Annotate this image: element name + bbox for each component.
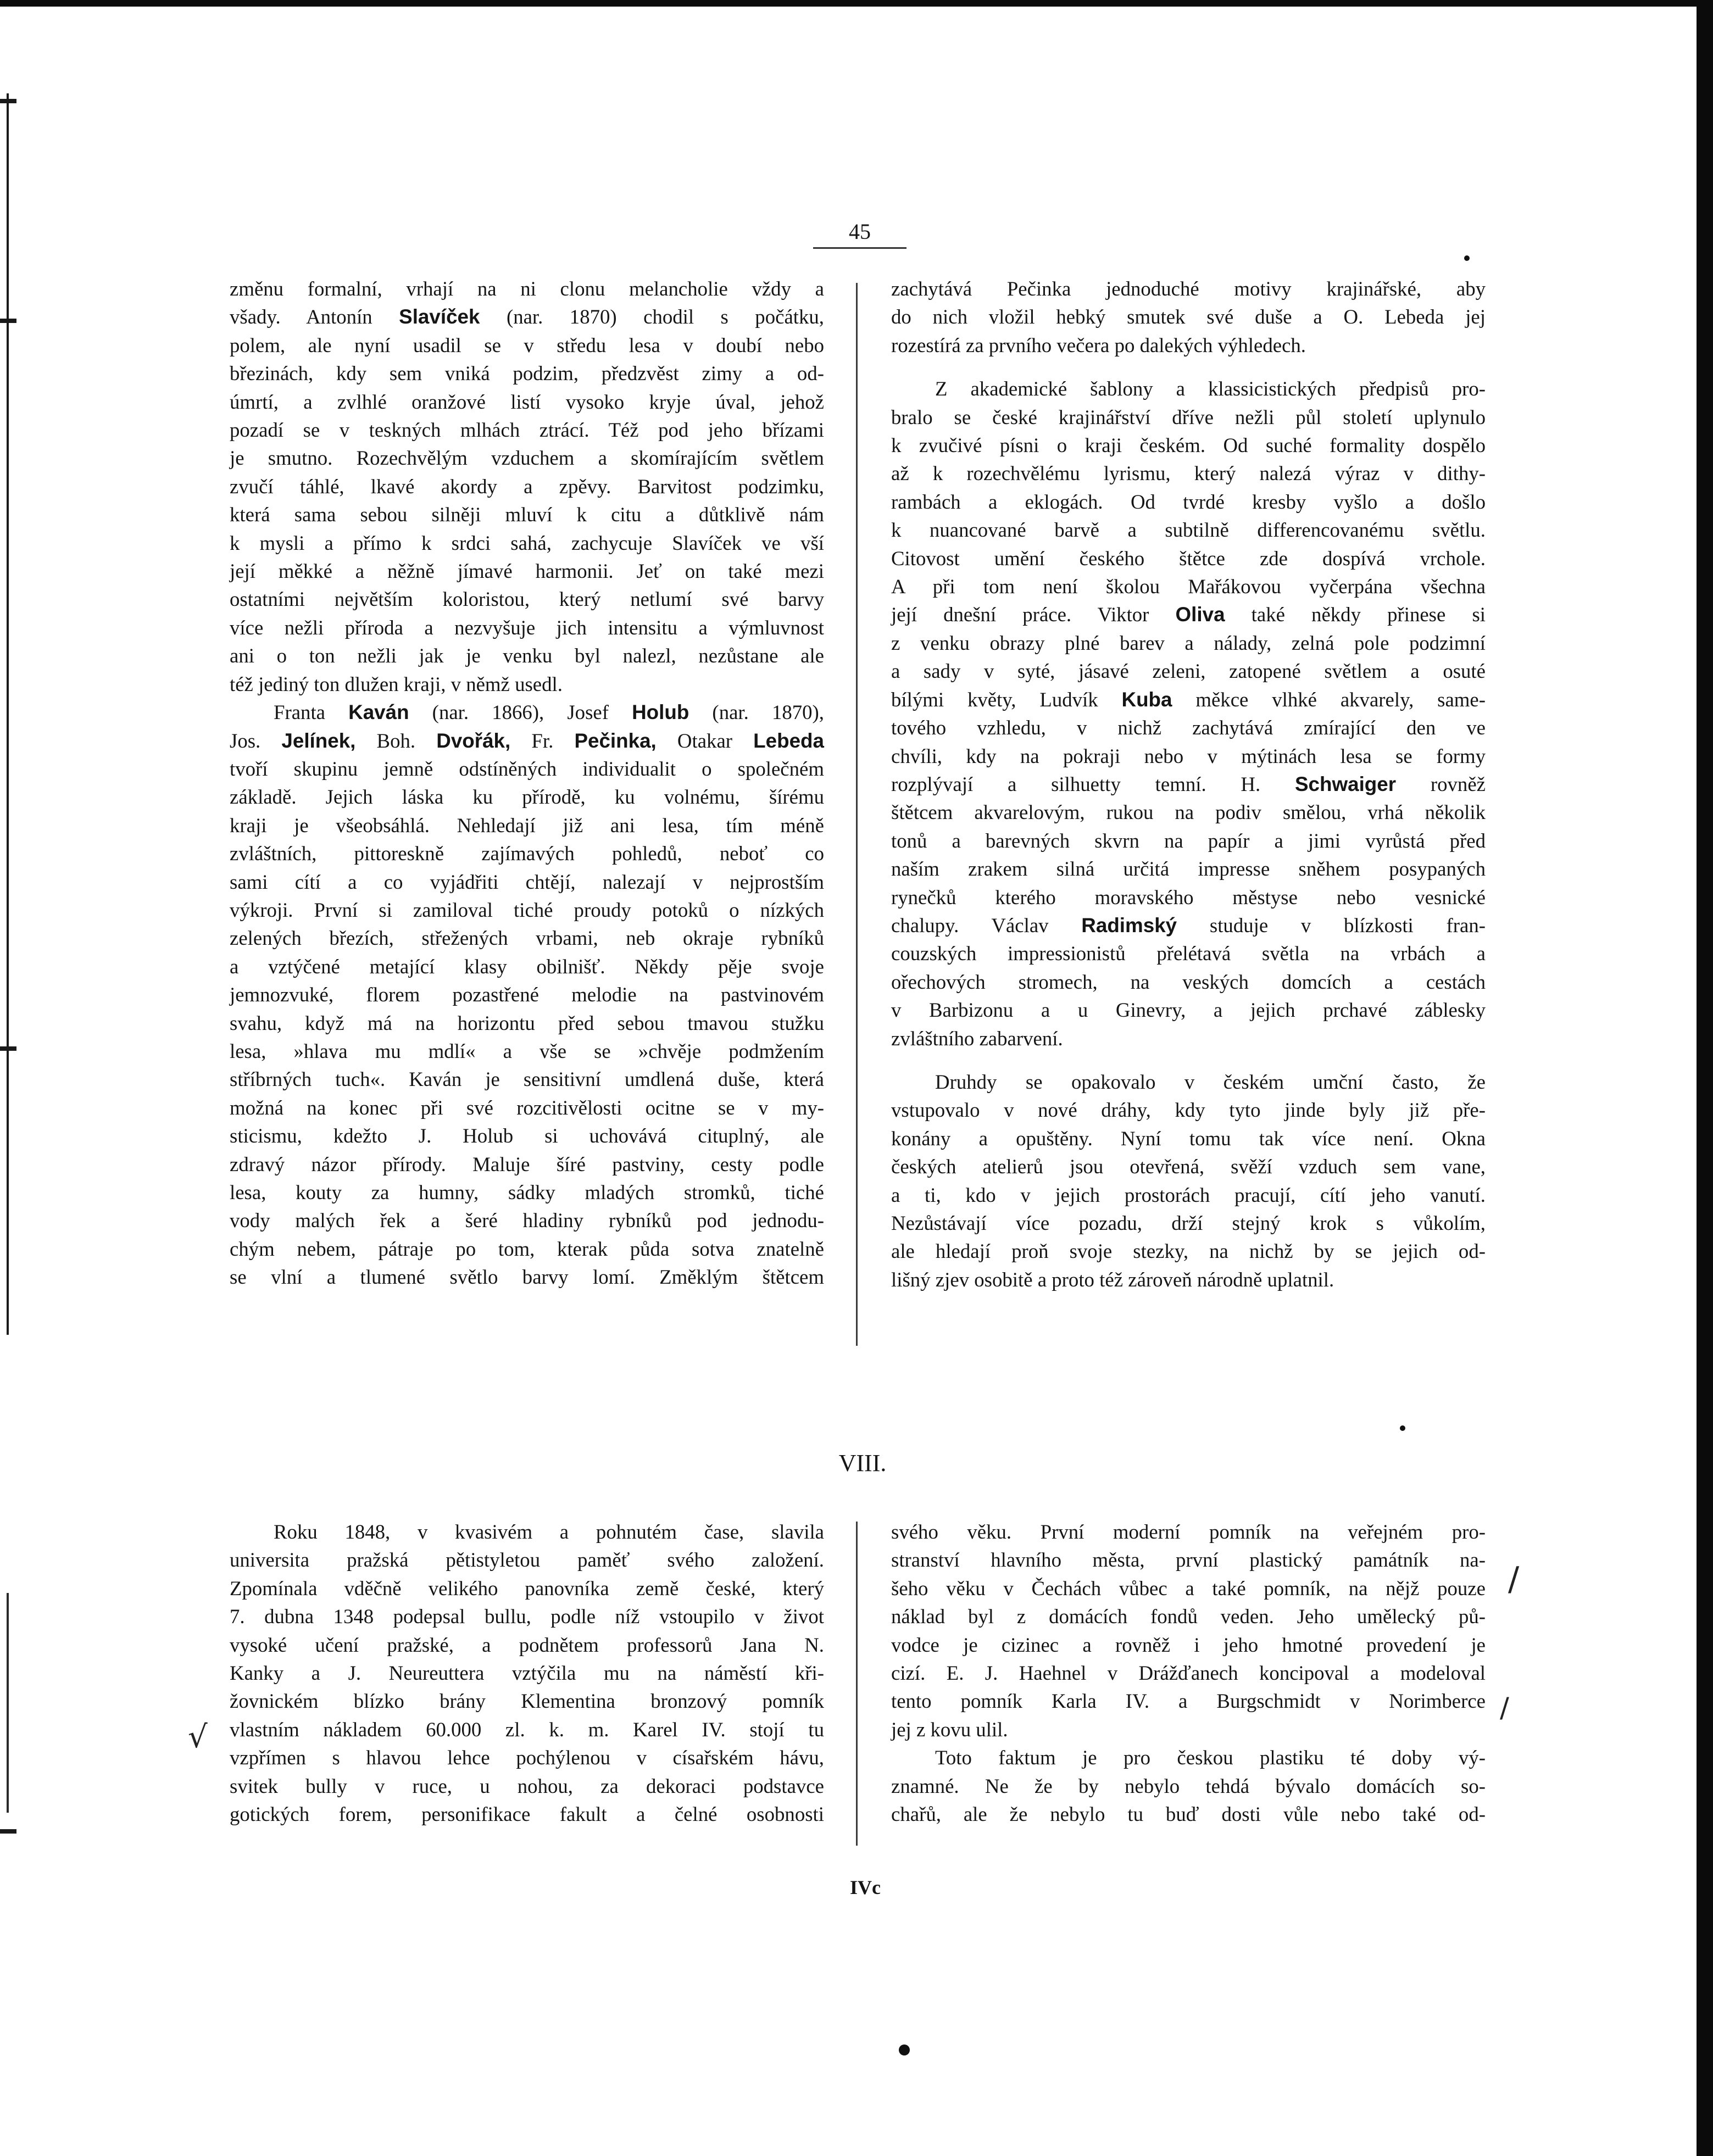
- text-run: všady. Antonín: [230, 305, 399, 328]
- text-run: 7. dubna 1348 podepsal bullu, podle níž vstoupilo v život: [230, 1605, 824, 1628]
- text-run: v Barbizonu a u Ginevry, a jejich prchavé záblesky: [891, 999, 1486, 1022]
- text-run: z venku obrazy plné barev a nálady, zelná pole podzimní: [891, 631, 1486, 654]
- text-run: která sama sebou silněji mluví k citu a důtklivě nám: [230, 503, 824, 526]
- text-line: [891, 1800, 1486, 1828]
- text-line: [891, 827, 1486, 855]
- paragraph-gap: [891, 359, 1486, 375]
- text-run: úmrtí, a zvlhlé oranžové listí vysoko kryje úval, jehož: [230, 390, 824, 413]
- text-run: vstupovalo v nové dráhy, kdy tyto jinde byly již pře-: [891, 1099, 1486, 1122]
- scan-border-top: [0, 0, 1713, 7]
- text-line: [891, 572, 1486, 600]
- text-run: stranství hlavního města, první plastický památník na-: [891, 1548, 1486, 1572]
- text-run: bílými květy, Ludvík: [891, 688, 1122, 711]
- text-run: do nich vložil hebký smutek své duše a O. Lebeda jej: [891, 305, 1486, 328]
- text-run: štětcem akvarelovým, rukou na podiv smělou, vrhá několik: [891, 801, 1486, 824]
- text-run: naším zrakem silná určitá impresse sněhem posypaných: [891, 857, 1486, 881]
- text-line: [891, 968, 1486, 996]
- text-line: [891, 1024, 1486, 1052]
- artist-name: Kuba: [1121, 688, 1172, 711]
- text-line: [230, 529, 824, 557]
- text-run: kraji je všeobsáhlá. Nehledají již ani lesa, tím méně: [230, 814, 824, 837]
- text-run: změnu formalní, vrhají na ni clonu melancholie vždy a: [230, 277, 824, 300]
- text-run: jemnozvuké, florem pozastřené melodie na pastvinovém: [230, 983, 824, 1006]
- text-column-left-bottom: [230, 1518, 824, 1828]
- text-line: [230, 755, 824, 783]
- text-line: [230, 1009, 824, 1037]
- text-run: Kanky a J. Neureuttera vztýčila mu na náměstí kři-: [230, 1662, 824, 1685]
- artist-name: Kaván: [348, 701, 409, 724]
- text-line: [230, 980, 824, 1009]
- signature-mark: IVc: [850, 1876, 881, 1898]
- text-run: možná na konec při své rozcitivělosti ocitne se v my-: [230, 1096, 824, 1119]
- artist-name: Holub: [632, 701, 689, 724]
- text-run: svahu, když má na horizontu před sebou tmavou stužku: [230, 1011, 824, 1034]
- text-line: [230, 1772, 824, 1800]
- artist-name: Pečinka,: [574, 729, 657, 752]
- text-run: rambách a eklogách. Od tvrdé kresby vyšlo a došlo: [891, 490, 1486, 513]
- column-divider-top: [856, 283, 858, 1346]
- text-line: [230, 275, 824, 303]
- text-line: [230, 670, 824, 698]
- text-line: [891, 714, 1486, 742]
- text-run: lišný zjev osobitě a proto též zároveň národně uplatnil.: [891, 1268, 1334, 1291]
- text-run: rozestírá za prvního večera po dalekých výhledech.: [891, 333, 1306, 356]
- text-run: a ti, kdo v jejich prostorách pracují, cítí jeho vanutí.: [891, 1183, 1486, 1206]
- text-run: vody malých řek a šeré hladiny rybníků pod jednodu-: [230, 1209, 824, 1232]
- artist-name: Schwaiger: [1295, 772, 1397, 795]
- text-run: tového vzhledu, v nichž zachytává zmírající den ve: [891, 716, 1486, 739]
- text-run: zachytává Pečinka jednoduché motivy krajinářské, aby: [891, 277, 1486, 300]
- text-run: polem, ale nyní usadil se v středu lesa v doubí nebo: [230, 333, 824, 356]
- text-line: [891, 516, 1486, 544]
- text-line: [891, 1743, 1486, 1771]
- text-run: k nuancované barvě a subtilně differencovanému světlu.: [891, 519, 1486, 542]
- text-line: [891, 1152, 1486, 1180]
- artist-name: Lebeda: [753, 729, 824, 752]
- text-run: vodce je cizinec a rovněž i jeho hmotné provedení je: [891, 1633, 1486, 1656]
- pencil-mark: √: [188, 1719, 208, 1755]
- text-line: [230, 896, 824, 924]
- text-line: [230, 868, 824, 896]
- text-run: tvoří skupinu jemně odstíněných individualit o společném: [230, 757, 824, 780]
- text-run: tonů a barevných skvrn na papír a jimi vyrůstá před: [891, 829, 1486, 852]
- text-line: [230, 642, 824, 670]
- text-line: [230, 1659, 824, 1687]
- artist-name: Dvořák,: [436, 729, 511, 752]
- text-line: [230, 783, 824, 811]
- text-run: její dnešní práce. Viktor: [891, 603, 1176, 626]
- text-line: [230, 1065, 824, 1093]
- text-run: (nar. 1866), Josef: [409, 701, 632, 724]
- text-line: [891, 1659, 1486, 1687]
- text-run: chým nebem, pátraje po tom, kterak půda sotva znatelně: [230, 1237, 824, 1260]
- text-line: [891, 996, 1486, 1024]
- artist-name: Oliva: [1175, 603, 1225, 626]
- text-run: je smutno. Rozechvělým vzduchem a skomírajícím světlem: [230, 447, 824, 470]
- text-run: vysoké učení pražské, a podnětem professorů Jana N.: [230, 1633, 824, 1656]
- text-run: náklad byl z domácích fondů veden. Jeho umělecký pů-: [891, 1605, 1486, 1628]
- text-line: [230, 303, 824, 331]
- text-column-right-bottom: [891, 1518, 1486, 1828]
- text-run: a vztýčené metající klasy obilnišť. Někdy pěje svoje: [230, 955, 824, 978]
- text-run: více nežli příroda a nezvyšuje jich intensitu a výmluvnost: [230, 616, 824, 639]
- text-line: [891, 939, 1486, 967]
- text-line: [891, 331, 1486, 359]
- text-line: [230, 1122, 824, 1150]
- text-line: [891, 375, 1486, 403]
- text-run: Citovost umění českého štětce zde dospívá vrchole.: [891, 547, 1486, 570]
- text-line: [891, 544, 1486, 572]
- text-run: tento pomník Karla IV. a Burgschmidt v Norimberce: [891, 1690, 1486, 1713]
- text-run: rozplývají a silhuetty temní. H.: [891, 772, 1295, 795]
- text-line: [230, 444, 824, 472]
- text-run: Toto faktum je pro českou plastiku té doby vý-: [935, 1746, 1486, 1769]
- text-line: [891, 1772, 1486, 1800]
- text-line: [891, 1546, 1486, 1574]
- text-run: také někdy přinese si: [1225, 603, 1486, 626]
- text-line: [230, 1574, 824, 1602]
- text-line: [891, 1266, 1486, 1294]
- text-line: [891, 798, 1486, 826]
- column-divider-bottom: [856, 1522, 858, 1846]
- text-line: [230, 924, 824, 952]
- scan-border-left: [7, 93, 9, 1335]
- text-run: pozadí se v teskných mlhách ztrácí. Též pod jeho břízami: [230, 419, 824, 442]
- text-run: Franta: [274, 701, 349, 724]
- text-line: [891, 1518, 1486, 1546]
- text-line: [891, 1687, 1486, 1715]
- scan-tick: [0, 319, 16, 323]
- text-run: českých atelierů jsou otevřená, svěží vzduch sem vane,: [891, 1155, 1486, 1178]
- text-run: Druhdy se opakovalo v českém umční často, že: [935, 1070, 1486, 1093]
- text-run: rynečků kterého moravského městyse nebo vesnické: [891, 885, 1486, 909]
- text-line: [891, 303, 1486, 331]
- text-run: se vlní a tlumené světlo barvy lomí. Změklým štětcem: [230, 1266, 824, 1289]
- text-line: [230, 952, 824, 980]
- text-line: [891, 1715, 1486, 1743]
- text-line: [891, 1096, 1486, 1124]
- text-run: Otakar: [656, 729, 754, 752]
- text-line: [230, 1235, 824, 1263]
- text-line: [891, 1602, 1486, 1630]
- text-run: znamné. Ne že by nebylo tehdá bývalo domácích so-: [891, 1774, 1486, 1797]
- text-line: [891, 629, 1486, 657]
- text-line: [230, 1800, 824, 1828]
- artist-name: Jelínek,: [281, 729, 356, 752]
- page-number: 45: [849, 219, 871, 244]
- text-line: [230, 1602, 824, 1630]
- text-line: [891, 1124, 1486, 1152]
- text-run: (nar. 1870),: [689, 701, 824, 724]
- text-line: [891, 1209, 1486, 1237]
- text-line: [230, 698, 824, 726]
- text-run: vzpřímen s hlavou lehce pochýlenou v císařském hávu,: [230, 1746, 824, 1769]
- text-line: [230, 416, 824, 444]
- text-run: rovněž: [1396, 772, 1486, 795]
- text-line: [230, 1518, 824, 1546]
- text-line: [891, 883, 1486, 911]
- text-run: její měkké a něžně jímavé harmonii. Jeť on také mezi: [230, 560, 824, 583]
- text-line: [230, 331, 824, 359]
- text-line: [230, 500, 824, 528]
- text-run: ořechových stromech, na veských domcích a cestách: [891, 970, 1486, 993]
- text-run: zdravý názor přírody. Maluje šíré pastviny, cesty podle: [230, 1152, 824, 1176]
- text-run: lesa, kouty za humny, sádky mladých stromků, tiché: [230, 1181, 824, 1204]
- text-run: šeho věku v Čechách vůbec a také pomník, na nějž pouze: [891, 1576, 1486, 1600]
- pencil-mark: /: [1500, 1692, 1509, 1724]
- text-run: bralo se české krajinářství dříve nežli půl století uplynulo: [891, 405, 1486, 428]
- text-run: A při tom není školou Mařákovou vyčerpána všechna: [891, 575, 1486, 598]
- paragraph-gap: [891, 1052, 1486, 1068]
- text-run: zvláštního zabarvení.: [891, 1027, 1063, 1050]
- text-line: [230, 811, 824, 839]
- text-line: [230, 1178, 824, 1206]
- text-run: základě. Jejich láska ku přírodě, ku volnému, šírému: [230, 785, 824, 809]
- text-line: [230, 472, 824, 500]
- text-run: konány a opuštěny. Nyní tomu tak více není. Okna: [891, 1127, 1486, 1150]
- text-line: [230, 839, 824, 867]
- text-run: chvíli, kdy na pokraji nebo v mýtinách lesa se formy: [891, 744, 1486, 767]
- text-line: [230, 1687, 824, 1715]
- text-line: [891, 911, 1486, 939]
- text-run: žovnickém blízko brány Klementina bronzový pomník: [230, 1690, 824, 1713]
- text-run: a sady v syté, jásavé zeleni, zatopené světlem a osuté: [891, 660, 1486, 683]
- text-run: Zpomínala vděčně velikého panovníka země české, který: [230, 1576, 824, 1600]
- text-run: březinách, kdy sem vniká podzim, předzvěst zimy a od-: [230, 362, 824, 385]
- text-line: [230, 1263, 824, 1291]
- text-line: [891, 459, 1486, 487]
- text-run: ani o ton nežli jak je venku byl nalezl, nezůstane ale: [230, 644, 824, 667]
- text-line: [891, 600, 1486, 628]
- text-run: Nezůstávají více pozadu, drží stejný krok s vůkolím,: [891, 1212, 1486, 1234]
- text-run: zelených březích, střežených vrbami, neb okraje rybníků: [230, 927, 824, 950]
- text-run: universita pražská pětistyletou paměť svého založení.: [230, 1548, 824, 1572]
- text-line: [891, 742, 1486, 770]
- text-line: [891, 1631, 1486, 1659]
- text-line: [230, 1631, 824, 1659]
- text-run: výkroji. První si zamiloval tiché proudy potoků o nízkých: [230, 898, 824, 921]
- text-line: [891, 855, 1486, 883]
- text-line: [230, 614, 824, 642]
- text-run: studuje v blízkosti fran-: [1177, 913, 1486, 937]
- text-run: zvučí táhlé, lkavé akordy a zpěvy. Barvitost podzimku,: [230, 475, 824, 498]
- ink-speck: [1464, 255, 1470, 261]
- scan-border-right: [1697, 0, 1713, 2156]
- ink-speck: [1400, 1425, 1405, 1431]
- artist-name: Slavíček: [399, 305, 480, 328]
- text-line: [891, 488, 1486, 516]
- text-line: [891, 1068, 1486, 1096]
- text-line: [891, 686, 1486, 714]
- text-line: [891, 770, 1486, 798]
- text-run: sticismu, kdežto J. Holub si uchovává cituplný, ale: [230, 1124, 824, 1147]
- text-run: až k rozechvělému lyrismu, který nalezá výraz v dithy-: [891, 462, 1486, 485]
- text-run: ostatními největším koloristou, který netlumí své barvy: [230, 588, 824, 611]
- text-run: stříbrných tuch«. Kaván je sensitivní umdlená duše, která: [230, 1068, 824, 1091]
- pencil-mark: /: [1508, 1560, 1520, 1598]
- text-run: zvláštních, pittoreskně zajímavých pohledů, neboť co: [230, 842, 824, 865]
- text-run: k mysli a přímo k srdci sahá, zachycuje Slavíček ve vší: [230, 531, 824, 554]
- text-line: [891, 1237, 1486, 1265]
- text-run: chařů, ale že nebylo tu buď dosti vůle nebo také od-: [891, 1803, 1486, 1826]
- text-line: [230, 1743, 824, 1771]
- scan-border-left-lower: [7, 1593, 9, 1813]
- text-run: vlastním nákladem 60.000 zl. k. m. Karel IV. stojí tu: [230, 1718, 824, 1741]
- text-run: ale hledají proň svoje stezky, na nichž by se jejich od-: [891, 1240, 1486, 1263]
- text-line: [230, 1715, 824, 1743]
- text-line: [891, 431, 1486, 459]
- text-run: gotických forem, personifikace fakult a čelné osobnosti: [230, 1803, 824, 1826]
- text-run: Fr.: [510, 729, 575, 752]
- text-run: cizí. E. J. Haehnel v Drážďanech koncipoval a modeloval: [891, 1662, 1486, 1685]
- text-line: [230, 388, 824, 416]
- text-run: sami cítí a co vyjádřiti chtějí, nalezají v nejprostším: [230, 870, 824, 893]
- text-line: [230, 585, 824, 613]
- text-line: [230, 1206, 824, 1234]
- text-line: [891, 657, 1486, 685]
- artist-name: Radimský: [1081, 913, 1177, 937]
- text-line: [230, 727, 824, 755]
- text-column-left-top: [230, 275, 824, 1291]
- scan-tick: [0, 99, 16, 103]
- text-run: (nar. 1870) chodil s počátku,: [480, 305, 824, 328]
- text-run: Jos.: [230, 729, 282, 752]
- text-run: svého věku. První moderní pomník na veřejném pro-: [891, 1520, 1486, 1543]
- text-line: [230, 1150, 824, 1178]
- ink-speck: [899, 2044, 910, 2055]
- text-run: jej z kovu ulil.: [891, 1718, 1008, 1741]
- text-line: [891, 1574, 1486, 1602]
- text-line: [230, 359, 824, 387]
- text-line: [230, 1546, 824, 1574]
- text-run: Boh.: [355, 729, 437, 752]
- scan-tick: [0, 1046, 16, 1051]
- page-number-rule: [813, 247, 906, 249]
- section-heading: VIII.: [838, 1450, 887, 1477]
- text-run: k zvučivé písni o kraji českém. Od suché formality dospělo: [891, 434, 1486, 457]
- text-run: též jediný ton dlužen kraji, v němž usedl.: [230, 672, 563, 695]
- text-line: [230, 1094, 824, 1122]
- text-line: [230, 1037, 824, 1065]
- text-line: [891, 403, 1486, 431]
- scan-tick: [0, 1829, 16, 1834]
- text-run: měkce vlhké akvarely, same-: [1172, 688, 1486, 711]
- text-run: couzských impressionistů přelétavá světla na vrbách a: [891, 942, 1486, 965]
- text-line: [230, 557, 824, 585]
- text-column-right-top: [891, 275, 1486, 1294]
- text-run: lesa, »hlava mu mdlí« a vše se »chvěje podmžením: [230, 1039, 824, 1062]
- text-line: [891, 1181, 1486, 1209]
- text-line: [891, 275, 1486, 303]
- text-run: svitek bully v ruce, u nohou, za dekoraci podstavce: [230, 1774, 824, 1797]
- text-run: Roku 1848, v kvasivém a pohnutém čase, slavila: [274, 1520, 824, 1543]
- text-run: Z akademické šablony a klassicistických předpisů pro-: [935, 377, 1486, 400]
- text-run: chalupy. Václav: [891, 913, 1082, 937]
